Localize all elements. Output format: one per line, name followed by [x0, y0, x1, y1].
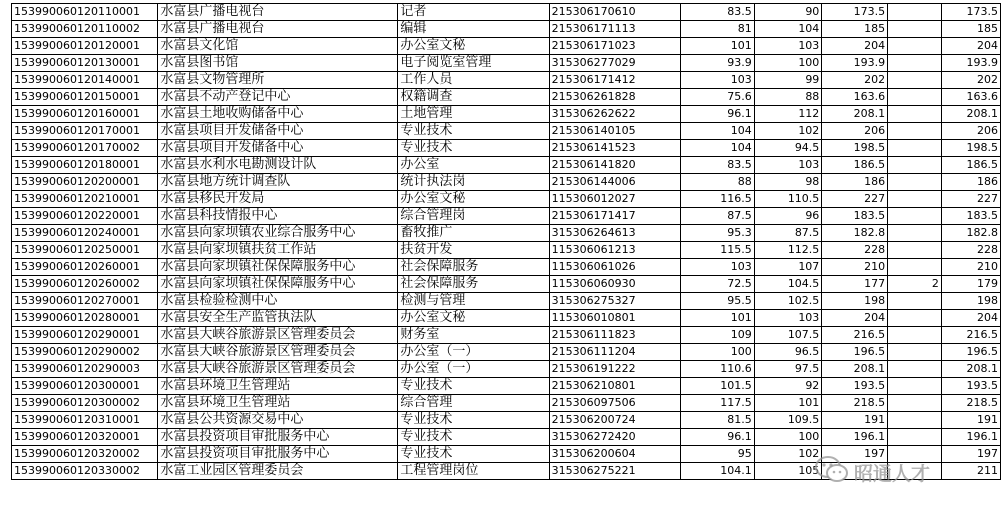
- cell-score-2: 109.5: [754, 412, 822, 429]
- cell-score-total: 198: [822, 293, 888, 310]
- cell-position-name: 专业技术: [398, 123, 549, 140]
- cell-position-name: 统计执法岗: [398, 174, 549, 191]
- cell-unit-name: 水富县向家坝镇社保保障服务中心: [158, 276, 398, 293]
- cell-position-code: 153990060120270001: [12, 293, 158, 310]
- cell-position-code: 153990060120260002: [12, 276, 158, 293]
- cell-score-1: 87.5: [681, 208, 755, 225]
- table-row: [12, 378, 1001, 395]
- cell-score-1: 101.5: [681, 378, 755, 395]
- cell-ticket-number: 215306171023: [549, 38, 681, 55]
- cell-position-code: 153990060120250001: [12, 242, 158, 259]
- cell-position-code: 153990060120170001: [12, 123, 158, 140]
- cell-score-1: 103: [681, 72, 755, 89]
- cell-bonus: [888, 140, 942, 157]
- cell-score-1: 96.1: [681, 429, 755, 446]
- cell-bonus: [888, 378, 942, 395]
- cell-position-code: 153990060120160001: [12, 106, 158, 123]
- cell-score-1: 95.3: [681, 225, 755, 242]
- cell-position-code: 153990060120290001: [12, 327, 158, 344]
- cell-position-name: 编辑: [398, 21, 549, 38]
- cell-bonus: 2: [888, 276, 942, 293]
- cell-final-score: 191: [941, 412, 1000, 429]
- cell-score-1: 96.1: [681, 106, 755, 123]
- cell-final-score: 179: [941, 276, 1000, 293]
- cell-unit-name: 水富县移民开发局: [158, 191, 398, 208]
- cell-score-1: 116.5: [681, 191, 755, 208]
- cell-score-total: 204: [822, 38, 888, 55]
- cell-position-name: 权籍调查: [398, 89, 549, 106]
- cell-unit-name: 水富县图书馆: [158, 55, 398, 72]
- cell-score-total: 186: [822, 174, 888, 191]
- cell-position-code: 153990060120110001: [12, 4, 158, 21]
- cell-score-2: 88: [754, 89, 822, 106]
- cell-unit-name: 水富县科技情报中心: [158, 208, 398, 225]
- table-row: [12, 242, 1001, 259]
- cell-score-total: 191: [822, 412, 888, 429]
- table-row: [12, 395, 1001, 412]
- cell-final-score: 210: [941, 259, 1000, 276]
- cell-bonus: [888, 327, 942, 344]
- cell-bonus: [888, 123, 942, 140]
- cell-score-1: 115.5: [681, 242, 755, 259]
- cell-position-name: 工作人员: [398, 72, 549, 89]
- cell-position-code: 153990060120140001: [12, 72, 158, 89]
- table-row: [12, 21, 1001, 38]
- cell-unit-name: 水富县文化馆: [158, 38, 398, 55]
- table-row: [12, 344, 1001, 361]
- cell-position-code: 153990060120310001: [12, 412, 158, 429]
- cell-position-code: 153990060120320002: [12, 446, 158, 463]
- cell-score-1: 81: [681, 21, 755, 38]
- cell-final-score: 185: [941, 21, 1000, 38]
- cell-position-code: 153990060120260001: [12, 259, 158, 276]
- cell-unit-name: 水富县向家坝镇扶贫工作站: [158, 242, 398, 259]
- cell-score-2: 103: [754, 310, 822, 327]
- cell-final-score: 218.5: [941, 395, 1000, 412]
- cell-bonus: [888, 310, 942, 327]
- cell-final-score: 193.5: [941, 378, 1000, 395]
- cell-unit-name: 水富县土地收购储备中心: [158, 106, 398, 123]
- table-row: [12, 140, 1001, 157]
- cell-ticket-number: 215306261828: [549, 89, 681, 106]
- cell-ticket-number: 115306060930: [549, 276, 681, 293]
- cell-position-name: 财务室: [398, 327, 549, 344]
- cell-unit-name: 水富县不动产登记中心: [158, 89, 398, 106]
- table-row: [12, 208, 1001, 225]
- cell-score-2: 100: [754, 429, 822, 446]
- cell-score-total: 208.1: [822, 106, 888, 123]
- cell-bonus: [888, 259, 942, 276]
- cell-score-1: 95.5: [681, 293, 755, 310]
- cell-final-score: 186: [941, 174, 1000, 191]
- cell-position-name: 专业技术: [398, 429, 549, 446]
- score-table-body: [12, 4, 1001, 480]
- cell-score-1: 117.5: [681, 395, 755, 412]
- cell-score-total: 198.5: [822, 140, 888, 157]
- cell-bonus: [888, 191, 942, 208]
- cell-position-code: 153990060120330002: [12, 463, 158, 480]
- table-row: [12, 89, 1001, 106]
- cell-position-name: 办公室: [398, 157, 549, 174]
- cell-score-1: 103: [681, 259, 755, 276]
- table-row: [12, 310, 1001, 327]
- cell-ticket-number: 315306262622: [549, 106, 681, 123]
- cell-score-1: 104.1: [681, 463, 755, 480]
- cell-position-code: 153990060120150001: [12, 89, 158, 106]
- cell-bonus: [888, 293, 942, 310]
- cell-ticket-number: 215306111204: [549, 344, 681, 361]
- cell-score-1: 93.9: [681, 55, 755, 72]
- cell-unit-name: 水富县大峡谷旅游景区管理委员会: [158, 327, 398, 344]
- table-row: [12, 361, 1001, 378]
- cell-position-name: 专业技术: [398, 140, 549, 157]
- cell-score-2: 107.5: [754, 327, 822, 344]
- cell-score-2: 98: [754, 174, 822, 191]
- cell-score-2: 101: [754, 395, 822, 412]
- cell-score-1: 104: [681, 123, 755, 140]
- cell-unit-name: 水富县大峡谷旅游景区管理委员会: [158, 361, 398, 378]
- cell-final-score: 208.1: [941, 361, 1000, 378]
- cell-position-code: 153990060120300001: [12, 378, 158, 395]
- cell-ticket-number: 215306171113: [549, 21, 681, 38]
- watermark: [814, 452, 930, 492]
- cell-score-2: 104.5: [754, 276, 822, 293]
- cell-ticket-number: 315306264613: [549, 225, 681, 242]
- cell-position-code: 153990060120110002: [12, 21, 158, 38]
- cell-final-score: 211: [941, 463, 1000, 480]
- cell-score-2: 102: [754, 123, 822, 140]
- cell-final-score: 182.8: [941, 225, 1000, 242]
- cell-ticket-number: 315306275221: [549, 463, 681, 480]
- cell-bonus: [888, 429, 942, 446]
- table-row: [12, 327, 1001, 344]
- cell-ticket-number: 315306275327: [549, 293, 681, 310]
- cell-unit-name: 水富县投资项目审批服务中心: [158, 446, 398, 463]
- cell-final-score: 202: [941, 72, 1000, 89]
- cell-bonus: [888, 21, 942, 38]
- cell-score-2: 87.5: [754, 225, 822, 242]
- table-row: [12, 293, 1001, 310]
- cell-ticket-number: 215306097506: [549, 395, 681, 412]
- cell-score-2: 103: [754, 38, 822, 55]
- cell-position-code: 153990060120210001: [12, 191, 158, 208]
- cell-position-code: 153990060120320001: [12, 429, 158, 446]
- cell-score-1: 83.5: [681, 157, 755, 174]
- cell-position-code: 153990060120120001: [12, 38, 158, 55]
- cell-position-name: 办公室文秘: [398, 191, 549, 208]
- cell-position-name: 办公室文秘: [398, 38, 549, 55]
- cell-score-2: 107: [754, 259, 822, 276]
- cell-ticket-number: 215306140105: [549, 123, 681, 140]
- cell-ticket-number: 315306272420: [549, 429, 681, 446]
- cell-unit-name: 水富县向家坝镇社保保障服务中心: [158, 259, 398, 276]
- cell-position-name: 办公室文秘: [398, 310, 549, 327]
- table-row: [12, 429, 1001, 446]
- cell-final-score: 204: [941, 38, 1000, 55]
- cell-score-total: 206: [822, 123, 888, 140]
- cell-final-score: 227: [941, 191, 1000, 208]
- cell-final-score: 204: [941, 310, 1000, 327]
- cell-score-total: 182.8: [822, 225, 888, 242]
- cell-position-code: 153990060120220001: [12, 208, 158, 225]
- cell-position-name: 专业技术: [398, 446, 549, 463]
- cell-ticket-number: 115306061213: [549, 242, 681, 259]
- cell-score-2: 90: [754, 4, 822, 21]
- cell-unit-name: 水富县广播电视台: [158, 4, 398, 21]
- cell-score-2: 112: [754, 106, 822, 123]
- cell-score-2: 96.5: [754, 344, 822, 361]
- cell-final-score: 198.5: [941, 140, 1000, 157]
- cell-position-code: 153990060120200001: [12, 174, 158, 191]
- cell-bonus: [888, 157, 942, 174]
- table-row: [12, 38, 1001, 55]
- cell-score-2: 96: [754, 208, 822, 225]
- cell-position-name: 电子阅览室管理: [398, 55, 549, 72]
- cell-score-2: 99: [754, 72, 822, 89]
- cell-position-code: 153990060120130001: [12, 55, 158, 72]
- score-table: [11, 3, 1001, 480]
- cell-score-2: 94.5: [754, 140, 822, 157]
- cell-ticket-number: 215306171412: [549, 72, 681, 89]
- table-row: [12, 123, 1001, 140]
- cell-score-total: 227: [822, 191, 888, 208]
- cell-score-total: 177: [822, 276, 888, 293]
- cell-ticket-number: 315306200604: [549, 446, 681, 463]
- cell-score-1: 110.6: [681, 361, 755, 378]
- table-row: [12, 225, 1001, 242]
- cell-position-name: 检测与管理: [398, 293, 549, 310]
- cell-final-score: 208.1: [941, 106, 1000, 123]
- cell-score-total: 163.6: [822, 89, 888, 106]
- cell-score-total: 173.5: [822, 4, 888, 21]
- cell-score-total: 228: [822, 242, 888, 259]
- cell-score-1: 83.5: [681, 4, 755, 21]
- cell-bonus: [888, 4, 942, 21]
- cell-score-total: 204: [822, 310, 888, 327]
- cell-position-name: 扶贫开发: [398, 242, 549, 259]
- cell-final-score: 163.6: [941, 89, 1000, 106]
- cell-ticket-number: 215306191222: [549, 361, 681, 378]
- cell-ticket-number: 215306141820: [549, 157, 681, 174]
- cell-position-name: 办公室（一）: [398, 344, 549, 361]
- cell-final-score: 216.5: [941, 327, 1000, 344]
- cell-bonus: [888, 38, 942, 55]
- cell-score-total: 210: [822, 259, 888, 276]
- cell-score-total: 183.5: [822, 208, 888, 225]
- cell-score-2: 105: [754, 463, 822, 480]
- cell-score-total: 185: [822, 21, 888, 38]
- cell-score-total: 218.5: [822, 395, 888, 412]
- cell-score-2: 102: [754, 446, 822, 463]
- cell-final-score: 173.5: [941, 4, 1000, 21]
- cell-position-name: 专业技术: [398, 412, 549, 429]
- cell-ticket-number: 215306141523: [549, 140, 681, 157]
- cell-unit-name: 水富县公共资源交易中心: [158, 412, 398, 429]
- table-row: [12, 55, 1001, 72]
- cell-score-2: 110.5: [754, 191, 822, 208]
- wechat-icon: [814, 455, 850, 490]
- cell-position-code: 153990060120300002: [12, 395, 158, 412]
- cell-score-total: 216.5: [822, 327, 888, 344]
- cell-bonus: [888, 174, 942, 191]
- cell-position-code: 153990060120290002: [12, 344, 158, 361]
- cell-unit-name: 水富县广播电视台: [158, 21, 398, 38]
- cell-unit-name: 水富县环境卫生管理站: [158, 378, 398, 395]
- cell-bonus: [888, 242, 942, 259]
- table-row: [12, 276, 1001, 293]
- cell-score-1: 72.5: [681, 276, 755, 293]
- cell-score-total: 193.9: [822, 55, 888, 72]
- cell-bonus: [888, 225, 942, 242]
- cell-score-2: 102.5: [754, 293, 822, 310]
- cell-ticket-number: 215306171417: [549, 208, 681, 225]
- cell-ticket-number: 115306012027: [549, 191, 681, 208]
- cell-position-code: 153990060120280001: [12, 310, 158, 327]
- cell-score-1: 109: [681, 327, 755, 344]
- table-row: [12, 174, 1001, 191]
- cell-ticket-number: 115306010801: [549, 310, 681, 327]
- cell-ticket-number: 215306210801: [549, 378, 681, 395]
- cell-ticket-number: 315306277029: [549, 55, 681, 72]
- cell-bonus: [888, 72, 942, 89]
- cell-score-1: 88: [681, 174, 755, 191]
- cell-final-score: 193.9: [941, 55, 1000, 72]
- cell-score-2: 103: [754, 157, 822, 174]
- cell-final-score: 196.1: [941, 429, 1000, 446]
- cell-score-1: 81.5: [681, 412, 755, 429]
- cell-unit-name: 水富县安全生产监管执法队: [158, 310, 398, 327]
- cell-score-2: 92: [754, 378, 822, 395]
- cell-score-1: 101: [681, 310, 755, 327]
- cell-score-1: 95: [681, 446, 755, 463]
- table-row: [12, 412, 1001, 429]
- cell-ticket-number: 215306144006: [549, 174, 681, 191]
- cell-ticket-number: 215306170610: [549, 4, 681, 21]
- cell-position-name: 专业技术: [398, 378, 549, 395]
- cell-final-score: 206: [941, 123, 1000, 140]
- cell-position-name: 办公室（一）: [398, 361, 549, 378]
- cell-position-code: 153990060120290003: [12, 361, 158, 378]
- cell-unit-name: 水富县文物管理所: [158, 72, 398, 89]
- cell-position-code: 153990060120240001: [12, 225, 158, 242]
- cell-score-total: 202: [822, 72, 888, 89]
- cell-position-name: 综合管理: [398, 395, 549, 412]
- cell-score-total: 196.5: [822, 344, 888, 361]
- table-row: [12, 106, 1001, 123]
- cell-final-score: 186.5: [941, 157, 1000, 174]
- cell-score-total: 197: [822, 446, 888, 463]
- cell-score-total: 186.5: [822, 157, 888, 174]
- cell-position-name: 土地管理: [398, 106, 549, 123]
- cell-final-score: 198: [941, 293, 1000, 310]
- cell-ticket-number: 115306061026: [549, 259, 681, 276]
- cell-unit-name: 水富县地方统计调查队: [158, 174, 398, 191]
- table-row: [12, 191, 1001, 208]
- cell-position-name: 畜牧推广: [398, 225, 549, 242]
- cell-position-name: 综合管理岗: [398, 208, 549, 225]
- cell-bonus: [888, 106, 942, 123]
- cell-score-1: 104: [681, 140, 755, 157]
- cell-final-score: 228: [941, 242, 1000, 259]
- cell-position-name: 记者: [398, 4, 549, 21]
- cell-score-2: 112.5: [754, 242, 822, 259]
- cell-score-2: 100: [754, 55, 822, 72]
- cell-position-name: 社会保障服务: [398, 276, 549, 293]
- cell-position-code: 153990060120180001: [12, 157, 158, 174]
- cell-score-1: 100: [681, 344, 755, 361]
- cell-position-name: 社会保障服务: [398, 259, 549, 276]
- cell-unit-name: 水富县投资项目审批服务中心: [158, 429, 398, 446]
- cell-score-1: 101: [681, 38, 755, 55]
- cell-score-2: 97.5: [754, 361, 822, 378]
- cell-unit-name: 水富县向家坝镇农业综合服务中心: [158, 225, 398, 242]
- table-row: [12, 4, 1001, 21]
- cell-bonus: [888, 395, 942, 412]
- cell-unit-name: 水富县项目开发储备中心: [158, 123, 398, 140]
- cell-final-score: 197: [941, 446, 1000, 463]
- cell-score-total: 196.1: [822, 429, 888, 446]
- cell-unit-name: 水富县大峡谷旅游景区管理委员会: [158, 344, 398, 361]
- cell-bonus: [888, 412, 942, 429]
- cell-unit-name: 水富县水利水电勘测设计队: [158, 157, 398, 174]
- table-row: [12, 72, 1001, 89]
- cell-final-score: 183.5: [941, 208, 1000, 225]
- cell-score-1: 75.6: [681, 89, 755, 106]
- cell-bonus: [888, 89, 942, 106]
- cell-position-code: 153990060120170002: [12, 140, 158, 157]
- cell-ticket-number: 215306200724: [549, 412, 681, 429]
- cell-bonus: [888, 344, 942, 361]
- cell-unit-name: 水富工业园区管理委员会: [158, 463, 398, 480]
- cell-bonus: [888, 361, 942, 378]
- cell-final-score: 196.5: [941, 344, 1000, 361]
- cell-bonus: [888, 55, 942, 72]
- cell-score-total: 193.5: [822, 378, 888, 395]
- cell-bonus: [888, 208, 942, 225]
- cell-score-total: 208.1: [822, 361, 888, 378]
- table-row: [12, 259, 1001, 276]
- cell-score-2: 104: [754, 21, 822, 38]
- cell-unit-name: 水富县环境卫生管理站: [158, 395, 398, 412]
- watermark-text: 昭通人才: [854, 462, 931, 485]
- cell-unit-name: 水富县项目开发储备中心: [158, 140, 398, 157]
- cell-unit-name: 水富县检验检测中心: [158, 293, 398, 310]
- table-row: [12, 157, 1001, 174]
- cell-position-name: 工程管理岗位: [398, 463, 549, 480]
- cell-ticket-number: 215306111823: [549, 327, 681, 344]
